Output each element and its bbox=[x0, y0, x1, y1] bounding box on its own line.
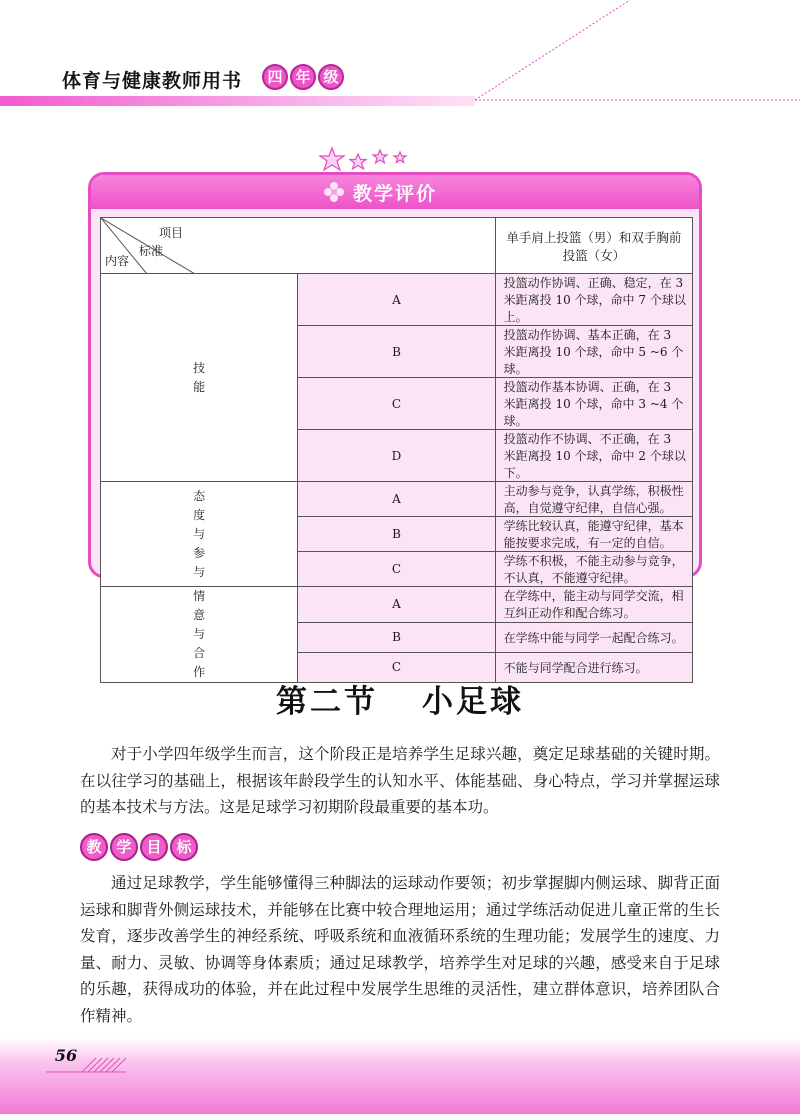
grade-cell: C bbox=[298, 552, 495, 587]
category-cell bbox=[101, 274, 298, 482]
table-row bbox=[101, 274, 693, 326]
grade-badge: 年 bbox=[290, 64, 316, 90]
grade-badge: 四 bbox=[262, 64, 288, 90]
grade-cell: A bbox=[298, 482, 495, 517]
star-icon bbox=[373, 150, 387, 163]
description-cell: 不能与同学配合进行练习。 bbox=[495, 652, 692, 682]
description-cell: 学练比较认真，能遵守纪律，基本能按要求完成，有一定的自信。 bbox=[495, 517, 692, 552]
book-title: 体育与健康教师用书 bbox=[62, 70, 243, 92]
description-cell: 投篮动作协调、正确、稳定，在 3 米距离投 10 个球，命中 7 个球以上。 bbox=[495, 274, 692, 326]
grade-cell: A bbox=[298, 274, 495, 326]
header-band bbox=[0, 96, 475, 106]
section-number: 第二节 bbox=[276, 684, 378, 720]
description-cell: 在学练中，能主动与同学交流，相互纠正动作和配合练习。 bbox=[495, 587, 692, 623]
grade-cell: A bbox=[298, 587, 495, 623]
star-icon bbox=[320, 148, 344, 170]
goal-badge: 标 bbox=[170, 833, 198, 861]
table-header-row bbox=[101, 218, 693, 274]
category-cell bbox=[101, 482, 298, 587]
goal-badge: 学 bbox=[110, 833, 138, 861]
table-row bbox=[101, 587, 693, 623]
corner-header-cell bbox=[101, 218, 496, 274]
category-label: 技能 bbox=[193, 360, 206, 394]
description-cell: 在学练中能与同学一起配合练习。 bbox=[495, 622, 692, 652]
grade-cell: B bbox=[298, 622, 495, 652]
category-label: 情意与合作 bbox=[193, 589, 206, 679]
category-label: 态度与参与 bbox=[193, 488, 206, 579]
goal-paragraph: 通过足球教学，学生能够懂得三种脚法的运球动作要领；初步掌握脚内侧运球、脚背正面运球和脚背外侧运球技术，并能够在比赛中较合理地运用；通过学练活动促进儿童正常的生长发育，逐步改善学生的神经系统、呼吸系统和血液循环系统的生理功能；发展学生的速度、力量、耐力、灵敏、协调等身体素质；通过足球教学，培养学生对足球的兴趣，感受来自于足球的乐趣，获得成功的体验，并在此过程中发展学生思维的灵活性，建立群体意识，培养团队合作精神。 bbox=[80, 874, 720, 1025]
star-icon bbox=[350, 154, 366, 169]
corner-label-content: 内容 bbox=[105, 254, 130, 268]
grade-cell: C bbox=[298, 652, 495, 682]
evaluation-table bbox=[100, 217, 693, 683]
star-icon bbox=[394, 152, 406, 163]
description-cell: 投篮动作协调、基本正确，在 3 米距离投 10 个球，命中 5 ~6 个球。 bbox=[495, 326, 692, 378]
grade-cell: D bbox=[298, 430, 495, 482]
teaching-goal-heading bbox=[80, 833, 198, 861]
grade-badges bbox=[262, 64, 344, 90]
grade-cell: C bbox=[298, 378, 495, 430]
description-cell: 投篮动作不协调、不正确，在 3 米距离投 10 个球，命中 2 个球以下。 bbox=[495, 430, 692, 482]
goal-badge: 目 bbox=[140, 833, 168, 861]
goal-badge: 教 bbox=[80, 833, 108, 861]
description-cell: 学练不积极，不能主动参与竞争，不认真，不能遵守纪律。 bbox=[495, 552, 692, 587]
grade-badge: 级 bbox=[318, 64, 344, 90]
grade-cell: B bbox=[298, 326, 495, 378]
grade-cell: B bbox=[298, 517, 495, 552]
evaluation-title: 教学评价 bbox=[352, 183, 437, 205]
evaluation-card bbox=[88, 172, 702, 679]
description-cell: 主动参与竞争，认真学练，积极性高，自觉遵守纪律，自信心强。 bbox=[495, 482, 692, 517]
item-header: 单手肩上投篮（男）和双手胸前投篮（女） bbox=[495, 218, 692, 274]
corner-label-standard: 标准 bbox=[139, 244, 164, 258]
table-row bbox=[101, 482, 693, 517]
page-number: 56 bbox=[54, 1046, 78, 1065]
category-cell bbox=[101, 587, 298, 683]
section-name: 小足球 bbox=[422, 684, 524, 720]
intro-paragraph: 对于小学四年级学生而言，这个阶段正是培养学生足球兴趣，奠定足球基础的关键时期。在以往学习的基础上，根据该年龄段学生的认知水平、体能基础、身心特点，学习并掌握运球的基本技术与方法。这是足球学习初期阶段最重要的基本功。 bbox=[80, 745, 720, 816]
corner-label-item: 项目 bbox=[159, 226, 184, 240]
description-cell: 投篮动作基本协调、正确，在 3 米距离投 10 个球，命中 3 ~4 个球。 bbox=[495, 378, 692, 430]
section-title bbox=[0, 676, 800, 721]
